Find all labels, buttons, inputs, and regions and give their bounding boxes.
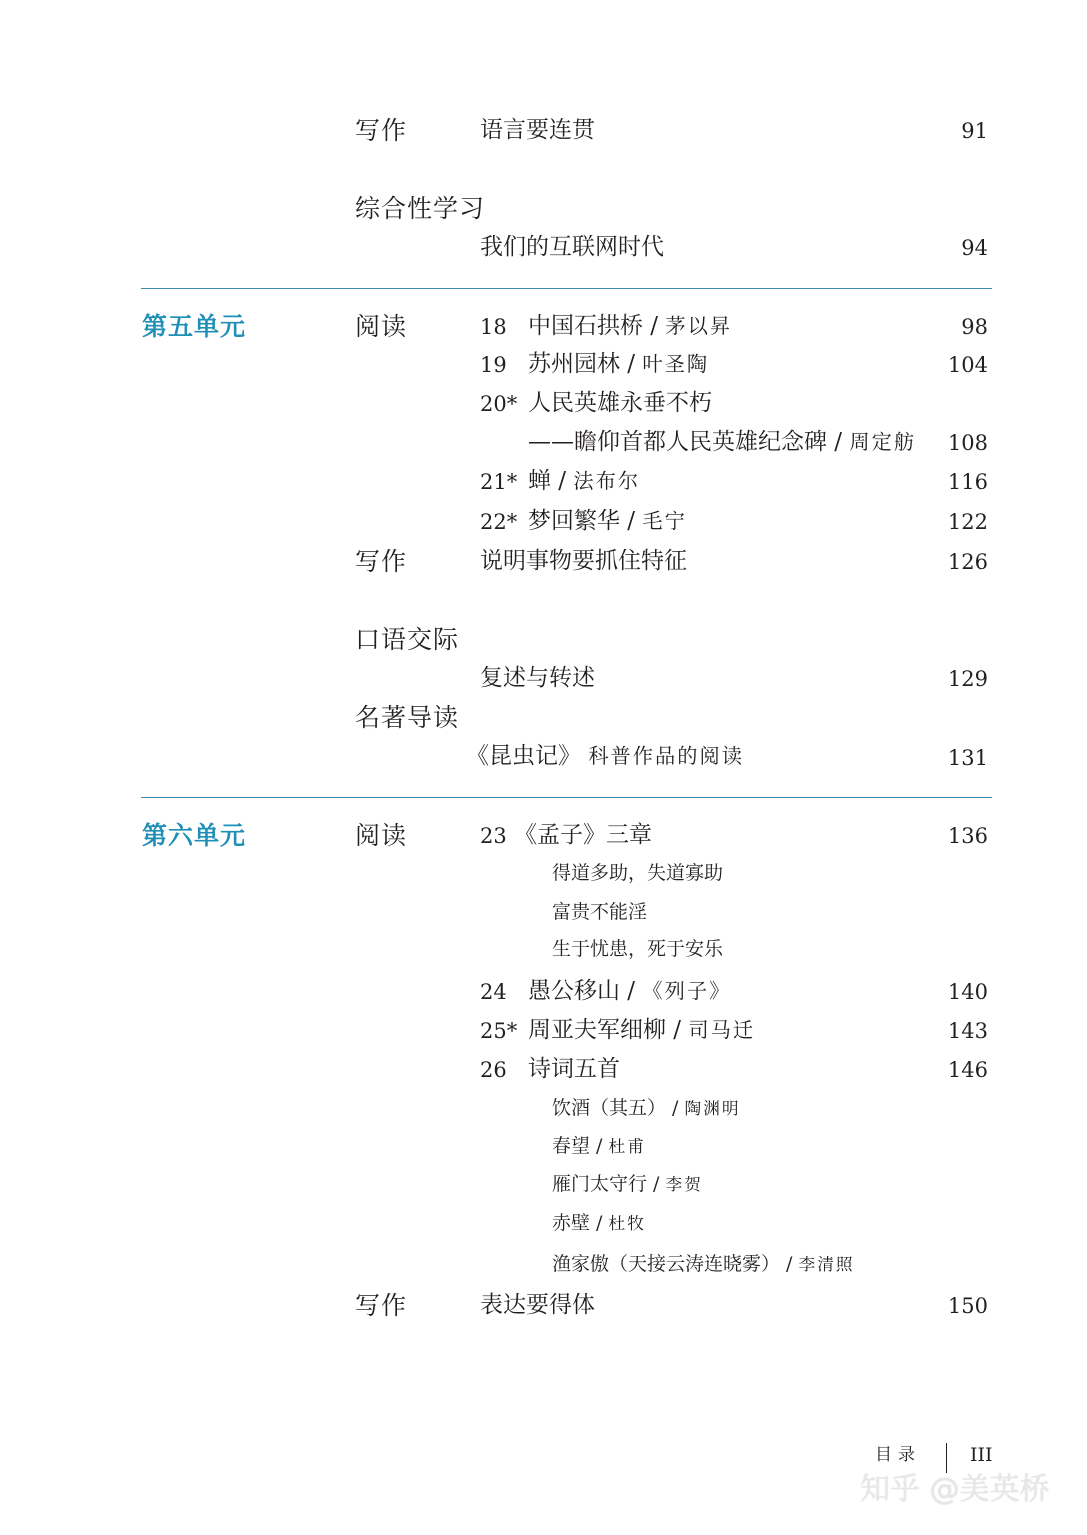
section-divider [141, 797, 992, 798]
poem-entry[interactable]: 渔家傲（天接云涛连晓雾） / 李清照 [552, 1253, 855, 1275]
page-number: 104 [947, 353, 988, 377]
poem-author: 李贺 [665, 1174, 703, 1194]
page-number: 146 [947, 1058, 988, 1082]
section-reading: 阅读 [355, 821, 408, 850]
section-writing: 写作 [355, 1291, 408, 1320]
lesson-entry[interactable]: 苏州园林 / 叶圣陶 [528, 351, 710, 377]
entry-title[interactable]: 语言要连贯 [480, 117, 595, 143]
unit-6-label: 第六单元 [142, 821, 247, 850]
lesson-part[interactable]: 富贵不能淫 [552, 901, 648, 923]
lesson-author: 周定舫 [849, 430, 917, 454]
poem-entry[interactable]: 雁门太守行 / 李贺 [552, 1173, 703, 1195]
entry-title[interactable]: 表达要得体 [480, 1292, 595, 1318]
page-number: 122 [947, 510, 988, 534]
lesson-author: 《列子》 [642, 979, 732, 1003]
section-comprehensive: 综合性学习 [355, 194, 486, 223]
page-number: 143 [947, 1019, 988, 1043]
lesson-author: 毛宁 [642, 509, 687, 533]
footer-label: 目录 [875, 1445, 921, 1465]
classics-entry[interactable]: 《昆虫记》 科普作品的阅读 [466, 743, 744, 769]
poem-entry[interactable]: 赤壁 / 杜牧 [552, 1212, 646, 1234]
poem-author: 杜甫 [608, 1136, 646, 1156]
page-number: 91 [961, 119, 988, 143]
section-writing: 写作 [355, 547, 408, 576]
poem-entry[interactable]: 饮酒（其五） / 陶渊明 [552, 1097, 741, 1119]
page-number: 150 [947, 1294, 988, 1318]
page-number: 140 [947, 980, 988, 1004]
page-number: 98 [961, 315, 988, 339]
watermark: 知乎 @美英桥 [860, 1472, 1050, 1507]
section-divider [141, 288, 992, 289]
section-classics: 名著导读 [355, 703, 460, 732]
lesson-entry[interactable]: 梦回繁华 / 毛宁 [528, 508, 687, 534]
lesson-number: 21* [480, 470, 518, 494]
lesson-number: 22* [480, 510, 518, 534]
lesson-entry[interactable]: 《孟子》三章 [514, 822, 652, 848]
footer-divider [946, 1443, 947, 1473]
page-number: 126 [947, 550, 988, 574]
entry-title[interactable]: 我们的互联网时代 [480, 234, 664, 260]
lesson-number: 18 [480, 315, 507, 339]
lesson-part[interactable]: 得道多助，失道寡助 [552, 862, 724, 884]
lesson-subtitle[interactable]: ——瞻仰首都人民英雄纪念碑 / 周定舫 [528, 429, 917, 455]
entry-title[interactable]: 说明事物要抓住特征 [480, 548, 687, 574]
lesson-number: 20* [480, 392, 518, 416]
page-number: 129 [947, 667, 988, 691]
lesson-author: 叶圣陶 [642, 352, 710, 376]
page-number: 136 [947, 824, 988, 848]
page-number: 108 [947, 431, 988, 455]
lesson-author: 法布尔 [573, 469, 641, 493]
lesson-author: 茅以昇 [665, 314, 733, 338]
poem-entry[interactable]: 春望 / 杜甫 [552, 1135, 646, 1157]
lesson-entry[interactable]: 蝉 / 法布尔 [528, 468, 641, 494]
lesson-number: 23 [480, 824, 507, 848]
section-oral: 口语交际 [355, 625, 460, 654]
lesson-author: 司马迁 [688, 1018, 756, 1042]
page-number: 131 [947, 746, 988, 770]
lesson-entry[interactable]: 周亚夫军细柳 / 司马迁 [528, 1017, 756, 1043]
lesson-number: 26 [480, 1058, 507, 1082]
poem-author: 杜牧 [608, 1213, 646, 1233]
lesson-number: 19 [480, 353, 507, 377]
lesson-number: 25* [480, 1019, 518, 1043]
unit-5-label: 第五单元 [142, 312, 247, 341]
poem-author: 李清照 [798, 1254, 855, 1274]
lesson-entry[interactable]: 愚公移山 / 《列子》 [528, 978, 732, 1004]
lesson-entry[interactable]: 人民英雄永垂不朽 [528, 390, 712, 416]
lesson-entry[interactable]: 中国石拱桥 / 茅以昇 [528, 313, 733, 339]
footer-page-number: III [970, 1444, 993, 1466]
lesson-part[interactable]: 生于忧患，死于安乐 [552, 938, 724, 960]
page-number: 94 [961, 236, 988, 260]
lesson-entry[interactable]: 诗词五首 [528, 1056, 620, 1082]
section-writing: 写作 [355, 116, 408, 145]
section-reading: 阅读 [355, 312, 408, 341]
lesson-number: 24 [480, 980, 507, 1004]
poem-author: 陶渊明 [684, 1098, 741, 1118]
entry-title[interactable]: 复述与转述 [480, 665, 595, 691]
page-number: 116 [947, 470, 988, 494]
